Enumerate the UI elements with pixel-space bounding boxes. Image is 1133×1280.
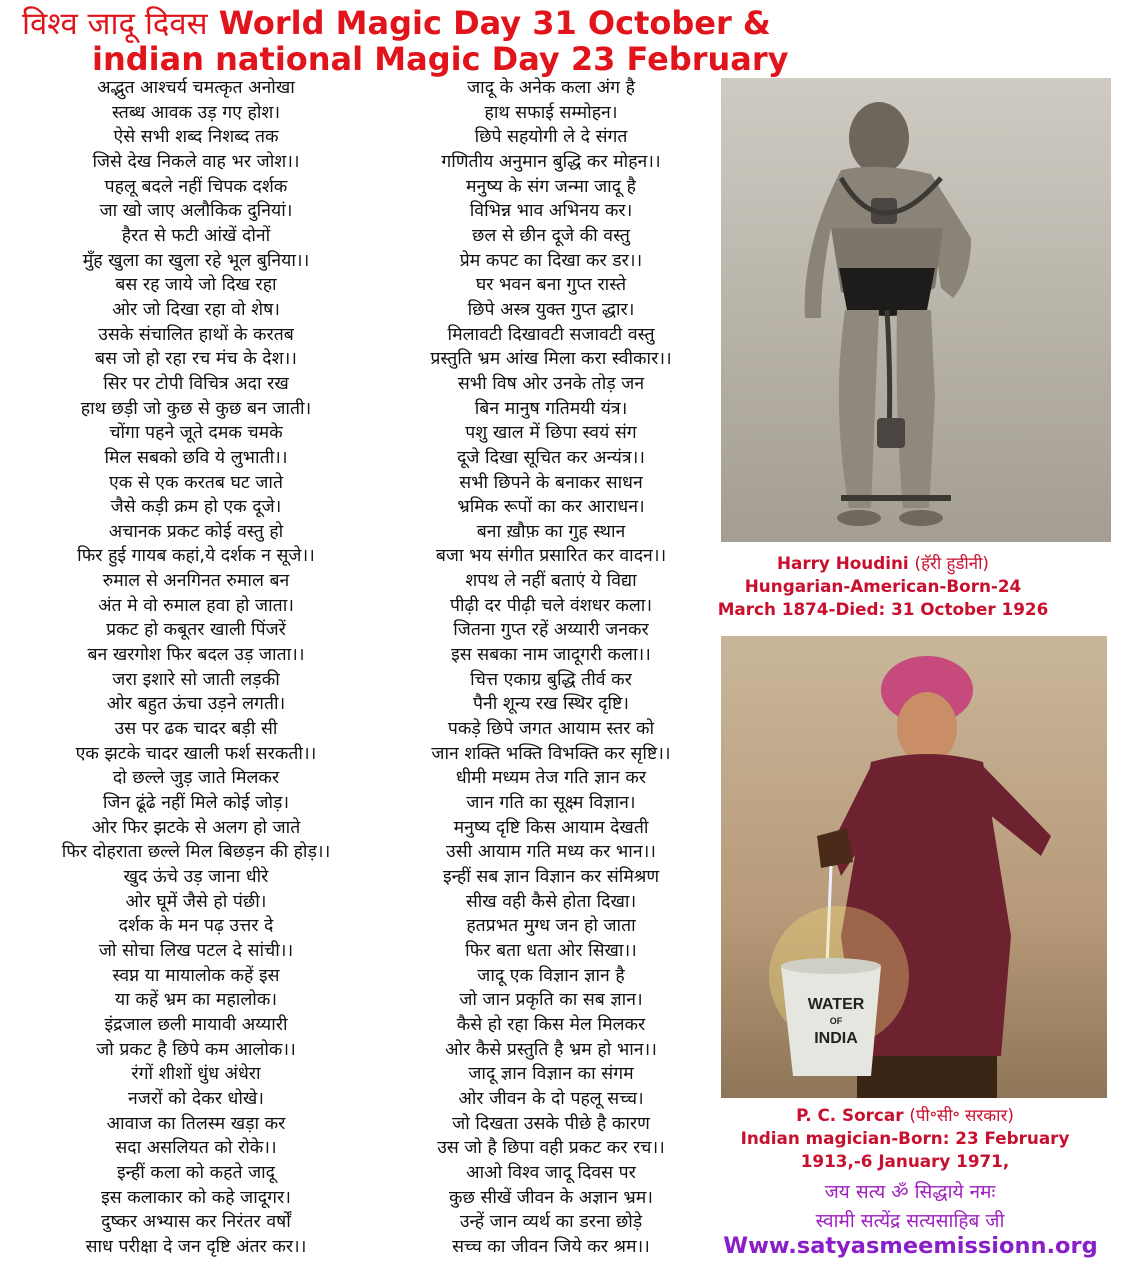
poem-line: ओर जो दिखा रहा वो शेष।: [112, 299, 280, 320]
poem-line: साध परीक्षा दे जन दृष्टि अंतर कर।।: [85, 1236, 307, 1257]
poem-line: दुष्कर अभ्यास कर निरंतर वर्षों: [101, 1212, 291, 1233]
poem-line: फिर बता धता ओर सिखा।।: [465, 940, 637, 961]
poem-line: दो छल्ले जुड़ जाते मिलकर: [112, 768, 280, 789]
poem-line: बस जो हो रहा रच मंच के देश।।: [95, 349, 297, 370]
poem-line: जिन ढूंढे नहीं मिले कोई जोड़।: [102, 793, 290, 814]
bucket-label-water: WATER: [807, 996, 865, 1013]
poem-line: मनुष्य दृष्टि किस आयाम देखती: [453, 817, 649, 838]
poem-line: सीख वही कैसे होता दिखा।: [465, 891, 637, 912]
poem-column-1: [14, 76, 378, 1260]
poem-line: प्रस्तुति भ्रम आंख मिला करा स्वीकार।।: [430, 349, 672, 370]
poem-line: अचानक प्रकट कोई वस्तु हो: [108, 521, 284, 542]
poem-line: मनुष्य के संग जन्मा जादू है: [465, 176, 637, 197]
poem-line: ओर जीवन के दो पहलू सच्च।: [458, 1088, 644, 1109]
sorcar-dates: 1913,-6 January 1971,: [800, 1151, 1010, 1171]
poem-line: जो दिखता उसके पीछे है कारण: [452, 1113, 650, 1134]
poem-line: मिल सबको छवि ये लुभाती।।: [104, 447, 288, 468]
poem-line: रंगों शीशों धुंध अंधेरा: [131, 1064, 261, 1085]
poem-line: ओर कैसे प्रस्तुति है भ्रम हो भान।।: [445, 1039, 657, 1060]
poem-line: खुद ऊंचे उड़ जाना धीरे: [123, 867, 269, 887]
pc-sorcar-photo: [721, 636, 1107, 1098]
poem-line: पहलू बदले नहीं चिपक दर्शक: [104, 176, 288, 197]
poem-line: एक से एक करतब घट जाते: [108, 472, 284, 493]
poem-line: स्तब्ध आवक उड़ गए होश।: [111, 102, 281, 123]
poem-line: गणितीय अनुमान बुद्धि कर मोहन।।: [441, 151, 661, 172]
poem-line: जो सोचा लिख पटल दे सांची।।: [98, 940, 294, 961]
poem-line: हाथ छड़ी जो कुछ से कुछ बन जाती।: [80, 398, 312, 419]
poem-line: जैसे कड़ी क्रम हो एक दूजे।: [110, 497, 282, 518]
houdini-hindi-name: (हॅरी हुडीनी): [914, 553, 989, 573]
sorcar-name: P. C. Sorcar: [796, 1105, 904, 1125]
sorcar-hindi-name: (पी॰सी॰ सरकार): [909, 1105, 1014, 1125]
poem-line: भ्रमिक रूपों का कर आराधन।: [457, 497, 645, 518]
poem-line: बस रह जाये जो दिख रहा: [115, 275, 277, 296]
sorcar-birth: Indian magician-Born: 23 February: [740, 1128, 1070, 1148]
poem-line: फिर हुई गायब कहां,ये दर्शक न सूजे।।: [77, 546, 315, 567]
poem-line: जादू एक विज्ञान ज्ञान है: [477, 965, 625, 986]
poem-line: विभिन्न भाव अभिनय कर।: [469, 201, 633, 222]
poem-line: जितना गुप्त रहें अय्यारी जनकर: [453, 620, 649, 641]
poem-line: उसी आयाम गति मध्य कर भान।।: [446, 842, 656, 863]
poem-line: नजरों को देकर धोखे।: [128, 1088, 264, 1109]
bucket-label-india: INDIA: [814, 1030, 858, 1047]
poem-line: सच्च का जीवन जिये कर श्रम।।: [452, 1236, 650, 1257]
poem-line: बिन मानुष गतिमयी यंत्र।: [474, 398, 628, 419]
poem-line: इन्हीं सब ज्ञान विज्ञान कर संमिश्रण: [442, 867, 660, 887]
poem-line: आवाज का तिलस्म खड़ा कर: [106, 1113, 286, 1134]
poem-line: जान गति का सूक्ष्म विज्ञान।: [466, 793, 636, 814]
poem-line: चित्त एकाग्र बुद्धि तीर्व कर: [470, 669, 632, 690]
poem-line: जादू ज्ञान विज्ञान का संगम: [468, 1064, 634, 1085]
poem-line: प्रकट हो कबूतर खाली पिंजरें: [106, 620, 286, 641]
poem-line: जा खो जाए अलौकिक दुनियां।: [99, 201, 293, 222]
houdini-origin: Hungarian-American-Born-24: [744, 576, 1022, 596]
houdini-name: Harry Houdini: [777, 553, 909, 573]
blessing-line-1: जय सत्य ॐ सिद्धाये नमः: [824, 1181, 996, 1203]
poem-line: दर्शक के मन पढ़ उत्तर दे: [118, 916, 274, 937]
poem-line: पैनी शून्य रख स्थिर दृष्टि।: [473, 694, 629, 715]
poem-line: ओर फिर झटके से अलग हो जाते: [91, 817, 301, 838]
poem-line: या कहें भ्रम का महालोक।: [114, 990, 278, 1011]
poem-line: जो जान प्रकृति का सब ज्ञान।: [459, 990, 643, 1011]
title-line-2: indian national Magic Day 23 February: [92, 40, 789, 78]
poem-line: शपथ ले नहीं बताएं ये विद्या: [465, 571, 637, 592]
poem-line: अद्भुत आश्चर्य चमत्कृत अनोखा: [97, 78, 295, 98]
sorcar-caption: [700, 1104, 1110, 1173]
poem-line: उस पर ढक चादर बड़ी सी: [114, 719, 278, 740]
poem-line: हाथ सफाई सम्मोहन।: [484, 102, 618, 123]
poem-line: जरा इशारे सो जाती लड़की: [112, 669, 280, 690]
poem-line: छल से छीन दूजे की वस्तु: [472, 225, 630, 246]
title-english-1: World Magic Day 31 October &: [218, 4, 771, 42]
poem-line: सिर पर टोपी विचित्र अदा रख: [103, 373, 289, 394]
poem-line: मुँह खुला का खुला रहे भूल बुनिया।।: [82, 250, 310, 271]
poem-line: मिलावटी दिखावटी सजावटी वस्तु: [447, 324, 655, 345]
poem-column-2: [386, 76, 716, 1260]
poem-line: छिपे सहयोगी ले दे संगत: [474, 127, 628, 148]
poem-line: एक झटके चादर खाली फर्श सरकती।।: [75, 743, 317, 764]
poem-line: पशु खाल में छिपा स्वयं संग: [465, 423, 637, 444]
poem-line: ऐसे सभी शब्द निशब्द तक: [113, 127, 279, 148]
poem-line: फिर दोहराता छल्ले मिल बिछड़न की होड़।।: [61, 842, 331, 863]
poem-line: पीढ़ी दर पीढ़ी चले वंशधर कला।: [449, 595, 653, 616]
website-link[interactable]: Www.satyasmeemissionn.org: [723, 1233, 1098, 1259]
poem-line: सभी छिपने के बनाकर साधन: [459, 472, 643, 493]
poem-line: इन्हीं कला को कहते जादू: [116, 1162, 276, 1183]
poem-line: जो प्रकट है छिपे कम आलोक।।: [96, 1039, 296, 1060]
houdini-caption: [700, 552, 1066, 621]
houdini-chained-figure-icon: [721, 78, 1111, 542]
bucket-label-of: OF: [829, 1016, 843, 1026]
poem-line: रुमाल से अनगिनत रुमाल बन: [102, 571, 290, 592]
poem-line: जिसे देख निकले वाह भर जोश।।: [92, 151, 300, 172]
poem-line: उन्हें जान व्यर्थ का डरना छोड़े: [459, 1212, 643, 1233]
poem-line: बना ख़ौफ़ का गुह स्थान: [476, 521, 626, 542]
poem-line: सदा असलियत को रोके।।: [115, 1138, 277, 1159]
poem-line: चोंगा पहने जूते दमक चमके: [109, 423, 283, 444]
poem-line: उस जो है छिपा वही प्रकट कर रच।।: [437, 1138, 665, 1159]
poem-line: इंद्रजाल छली मायावी अय्यारी: [104, 1014, 288, 1035]
harry-houdini-photo: [721, 78, 1111, 542]
poem-line: धीमी मध्यम तेज गति ज्ञान कर: [455, 768, 647, 789]
sorcar-magician-figure-icon: [721, 636, 1107, 1098]
poem-line: हैरत से फटी आंखें दोनों: [121, 225, 271, 246]
poem-line: ओर घूमें जैसे हो पंछी।: [125, 891, 267, 912]
blessing-line-2: स्वामी सत्येंद्र सत्यसाहिब जी: [815, 1210, 1005, 1232]
poem-line: आओ विश्व जादू दिवस पर: [466, 1162, 636, 1183]
poem-line: प्रेम कपट का दिखा कर डर।।: [459, 250, 643, 271]
poem-line: हतप्रभत मुग्ध जन हो जाता: [466, 916, 636, 937]
poem-line: दूजे दिखा सूचित कर अन्यंत्र।।: [457, 447, 645, 468]
poem-line: इस सबका नाम जादूगरी कला।।: [451, 645, 651, 666]
bucket-label: [801, 996, 871, 1047]
houdini-dates: March 1874-Died: 31 October 1926: [717, 599, 1049, 619]
blessing-text: [730, 1178, 1090, 1236]
poem-line: स्वप्न या मायालोक कहें इस: [112, 965, 280, 986]
poem-line: कैसे हो रहा किस मेल मिलकर: [456, 1014, 646, 1035]
poem-line: सभी विष ओर उनके तोड़ जन: [457, 373, 645, 394]
poem-line: उसके संचालित हाथों के करतब: [98, 324, 294, 345]
poem-line: अंत मे वो रुमाल हवा हो जाता।: [98, 595, 294, 616]
poem-line: जान शक्ति भक्ति विभक्ति कर सृष्टि।।: [431, 743, 671, 764]
poem-line: घर भवन बना गुप्त रास्ते: [475, 275, 627, 296]
poem-line: जादू के अनेक कला अंग है: [467, 78, 635, 98]
title-line-1: [22, 2, 771, 44]
poem-line: ओर बहुत ऊंचा उड़ने लगती।: [106, 694, 286, 715]
poem-line: बन खरगोश फिर बदल उड़ जाता।।: [87, 645, 305, 666]
title-hindi: विश्व जादू दिवस: [22, 6, 208, 42]
poem-line: कुछ सीखें जीवन के अज्ञान भ्रम।: [449, 1187, 653, 1208]
poem-line: बजा भय संगीत प्रसारित कर वादन।।: [435, 546, 667, 567]
poem-line: इस कलाकार को कहे जादूगर।: [101, 1187, 291, 1208]
poem-line: पकड़े छिपे जगत आयाम स्तर को: [447, 719, 655, 740]
poem-line: छिपे अस्त्र युक्त गुप्त द्धार।: [467, 299, 635, 320]
